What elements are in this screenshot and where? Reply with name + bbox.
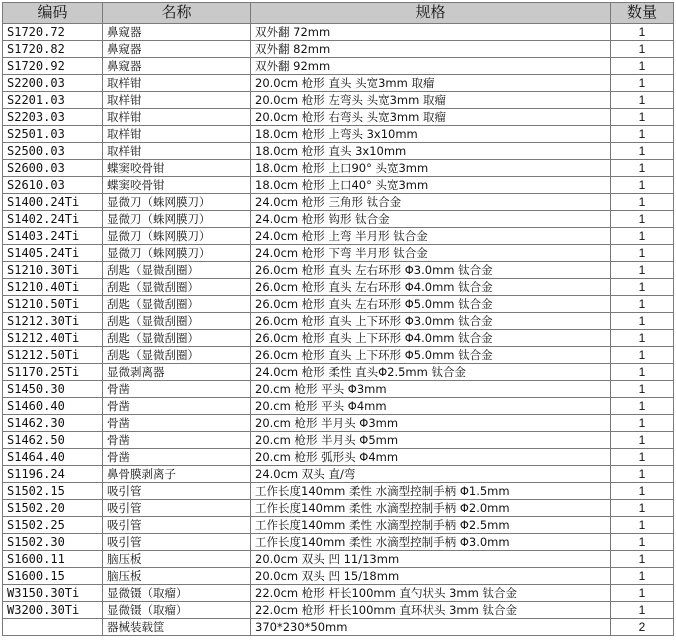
cell-qty: 1 — [611, 228, 674, 245]
cell-code: S1502.15 — [3, 483, 103, 500]
table-row — [3, 483, 674, 500]
cell-qty: 1 — [611, 109, 674, 126]
table-row — [3, 619, 674, 636]
cell-spec: 工作长度140mm 柔性 水滴型控制手柄 Φ1.5mm — [251, 483, 611, 500]
header-spec: 规格 — [251, 3, 611, 24]
cell-qty: 1 — [611, 177, 674, 194]
cell-spec: 20.cm 枪形 半月头 Φ5mm — [251, 432, 611, 449]
cell-code: S1210.50Ti — [3, 296, 103, 313]
cell-code: S1600.15 — [3, 568, 103, 585]
cell-qty: 1 — [611, 126, 674, 143]
cell-code: S1502.25 — [3, 517, 103, 534]
cell-spec: 双外翻 72mm — [251, 24, 611, 41]
cell-spec: 26.0cm 枪形 直头 上下环形 Φ5.0mm 钛合金 — [251, 347, 611, 364]
table-row — [3, 551, 674, 568]
table-row — [3, 228, 674, 245]
cell-code: S1450.30 — [3, 381, 103, 398]
cell-name: 骨凿 — [103, 415, 251, 432]
cell-spec: 20.0cm 双头 凹 11/13mm — [251, 551, 611, 568]
cell-qty: 1 — [611, 483, 674, 500]
cell-code: S2200.03 — [3, 75, 103, 92]
cell-spec: 20.cm 枪形 平头 Φ4mm — [251, 398, 611, 415]
cell-qty: 1 — [611, 143, 674, 160]
cell-qty: 1 — [611, 92, 674, 109]
cell-code: S1720.92 — [3, 58, 103, 75]
cell-spec: 26.0cm 枪形 直头 左右环形 Φ3.0mm 钛合金 — [251, 262, 611, 279]
cell-code — [3, 619, 103, 636]
cell-qty: 1 — [611, 381, 674, 398]
table-row — [3, 432, 674, 449]
cell-spec: 20.cm 枪形 弧形头 Φ4mm — [251, 449, 611, 466]
cell-qty: 1 — [611, 194, 674, 211]
cell-qty: 1 — [611, 58, 674, 75]
cell-spec: 24.0cm 枪形 上弯 半月形 钛合金 — [251, 228, 611, 245]
cell-name: 吸引管 — [103, 483, 251, 500]
cell-code: S1460.40 — [3, 398, 103, 415]
table-row — [3, 24, 674, 41]
cell-code: S1462.50 — [3, 432, 103, 449]
cell-name: 骨凿 — [103, 381, 251, 398]
cell-name: 显微镊（取瘤） — [103, 602, 251, 619]
cell-code: S1400.24Ti — [3, 194, 103, 211]
cell-code: S1403.24Ti — [3, 228, 103, 245]
cell-name: 鼻窥器 — [103, 41, 251, 58]
cell-name: 取样钳 — [103, 109, 251, 126]
header-code: 编码 — [3, 3, 103, 24]
table-body — [3, 24, 674, 636]
cell-name: 蝶窦咬骨钳 — [103, 177, 251, 194]
table-row — [3, 364, 674, 381]
cell-qty: 1 — [611, 449, 674, 466]
table-row — [3, 109, 674, 126]
cell-name: 吸引管 — [103, 534, 251, 551]
table-row — [3, 279, 674, 296]
cell-qty: 1 — [611, 517, 674, 534]
cell-code: S1210.40Ti — [3, 279, 103, 296]
table-row — [3, 568, 674, 585]
cell-name: 骨凿 — [103, 432, 251, 449]
table-row — [3, 41, 674, 58]
table-row — [3, 262, 674, 279]
cell-name: 刮匙（显微刮圈） — [103, 262, 251, 279]
cell-name: 骨凿 — [103, 449, 251, 466]
cell-code: S1462.30 — [3, 415, 103, 432]
cell-code: W3200.30Ti — [3, 602, 103, 619]
cell-name: 取样钳 — [103, 143, 251, 160]
table-row — [3, 398, 674, 415]
cell-name: 骨凿 — [103, 398, 251, 415]
cell-qty: 1 — [611, 415, 674, 432]
cell-name: 显微刀（蛛网膜刀） — [103, 245, 251, 262]
cell-spec: 双外翻 92mm — [251, 58, 611, 75]
cell-code: S1405.24Ti — [3, 245, 103, 262]
cell-qty: 1 — [611, 160, 674, 177]
cell-qty: 1 — [611, 347, 674, 364]
header-qty: 数量 — [611, 3, 674, 24]
table-row — [3, 585, 674, 602]
cell-spec: 24.0cm 枪形 钩形 钛合金 — [251, 211, 611, 228]
cell-code: S1502.30 — [3, 534, 103, 551]
cell-code: W3150.30Ti — [3, 585, 103, 602]
cell-spec: 26.0cm 枪形 直头 上下环形 Φ4.0mm 钛合金 — [251, 330, 611, 347]
cell-qty: 1 — [611, 279, 674, 296]
cell-code: S1210.30Ti — [3, 262, 103, 279]
cell-code: S1720.82 — [3, 41, 103, 58]
cell-spec: 22.0cm 枪形 杆长100mm 直勺状头 3mm 钛合金 — [251, 585, 611, 602]
cell-spec: 24.0cm 枪形 下弯 半月形 钛合金 — [251, 245, 611, 262]
cell-qty: 1 — [611, 41, 674, 58]
cell-name: 鼻骨膜剥离子 — [103, 466, 251, 483]
cell-spec: 370*230*50mm — [251, 619, 611, 636]
cell-code: S1720.72 — [3, 24, 103, 41]
cell-spec: 20.cm 枪形 半月头 Φ3mm — [251, 415, 611, 432]
cell-spec: 20.0cm 双头 凹 15/18mm — [251, 568, 611, 585]
cell-spec: 26.0cm 枪形 直头 上下环形 Φ3.0mm 钛合金 — [251, 313, 611, 330]
cell-name: 鼻窥器 — [103, 58, 251, 75]
cell-name: 显微刀（蛛网膜刀） — [103, 228, 251, 245]
cell-spec: 26.0cm 枪形 直头 左右环形 Φ4.0mm 钛合金 — [251, 279, 611, 296]
table-row — [3, 330, 674, 347]
cell-name: 吸引管 — [103, 500, 251, 517]
cell-name: 取样钳 — [103, 92, 251, 109]
cell-name: 显微刀（蛛网膜刀） — [103, 211, 251, 228]
cell-qty: 1 — [611, 585, 674, 602]
cell-name: 脑压板 — [103, 551, 251, 568]
cell-spec: 22.0cm 枪形 杆长100mm 直环状头 3mm 钛合金 — [251, 602, 611, 619]
table-row — [3, 415, 674, 432]
cell-name: 脑压板 — [103, 568, 251, 585]
table-row — [3, 381, 674, 398]
cell-code: S2500.03 — [3, 143, 103, 160]
header-row — [3, 3, 674, 24]
cell-spec: 工作长度140mm 柔性 水滴型控制手柄 Φ2.5mm — [251, 517, 611, 534]
cell-qty: 1 — [611, 398, 674, 415]
table-row — [3, 211, 674, 228]
table-row — [3, 194, 674, 211]
cell-code: S1212.50Ti — [3, 347, 103, 364]
cell-name: 刮匙（显微刮圈） — [103, 296, 251, 313]
table-row — [3, 58, 674, 75]
cell-qty: 1 — [611, 432, 674, 449]
table-row — [3, 245, 674, 262]
instrument-table — [2, 2, 674, 636]
table-row — [3, 296, 674, 313]
cell-name: 显微镊（取瘤） — [103, 585, 251, 602]
cell-name: 鼻窥器 — [103, 24, 251, 41]
table-row — [3, 347, 674, 364]
cell-name: 显微剥离器 — [103, 364, 251, 381]
cell-spec: 20.0cm 枪形 左弯头 头宽3mm 取瘤 — [251, 92, 611, 109]
cell-qty: 1 — [611, 534, 674, 551]
table-row — [3, 177, 674, 194]
cell-qty: 1 — [611, 602, 674, 619]
cell-qty: 1 — [611, 24, 674, 41]
cell-qty: 1 — [611, 551, 674, 568]
cell-code: S1502.20 — [3, 500, 103, 517]
cell-spec: 18.0cm 枪形 上口90° 头宽3mm — [251, 160, 611, 177]
cell-name: 显微刀（蛛网膜刀） — [103, 194, 251, 211]
table-row — [3, 449, 674, 466]
cell-qty: 1 — [611, 466, 674, 483]
cell-qty: 1 — [611, 500, 674, 517]
table-row — [3, 126, 674, 143]
cell-qty: 1 — [611, 211, 674, 228]
table-row — [3, 92, 674, 109]
cell-qty: 1 — [611, 364, 674, 381]
cell-name: 取样钳 — [103, 126, 251, 143]
cell-qty: 1 — [611, 75, 674, 92]
cell-code: S1170.25Ti — [3, 364, 103, 381]
cell-name: 刮匙（显微刮圈） — [103, 330, 251, 347]
cell-spec: 18.0cm 枪形 直头 3x10mm — [251, 143, 611, 160]
cell-code: S2600.03 — [3, 160, 103, 177]
table-row — [3, 602, 674, 619]
cell-code: S1212.40Ti — [3, 330, 103, 347]
cell-spec: 24.0cm 枪形 三角形 钛合金 — [251, 194, 611, 211]
cell-qty: 1 — [611, 568, 674, 585]
cell-code: S2610.03 — [3, 177, 103, 194]
table-row — [3, 466, 674, 483]
cell-code: S1196.24 — [3, 466, 103, 483]
cell-code: S1600.11 — [3, 551, 103, 568]
cell-spec: 20.cm 枪形 平头 Φ3mm — [251, 381, 611, 398]
cell-name: 取样钳 — [103, 75, 251, 92]
cell-spec: 26.0cm 枪形 直头 左右环形 Φ5.0mm 钛合金 — [251, 296, 611, 313]
cell-code: S1212.30Ti — [3, 313, 103, 330]
cell-qty: 2 — [611, 619, 674, 636]
cell-name: 吸引管 — [103, 517, 251, 534]
cell-qty: 1 — [611, 313, 674, 330]
cell-name: 蝶窦咬骨钳 — [103, 160, 251, 177]
cell-name: 刮匙（显微刮圈） — [103, 347, 251, 364]
cell-qty: 1 — [611, 330, 674, 347]
table-row — [3, 75, 674, 92]
cell-qty: 1 — [611, 296, 674, 313]
table-row — [3, 313, 674, 330]
header-name: 名称 — [103, 3, 251, 24]
cell-qty: 1 — [611, 262, 674, 279]
table-row — [3, 534, 674, 551]
cell-code: S1402.24Ti — [3, 211, 103, 228]
cell-qty: 1 — [611, 245, 674, 262]
cell-spec: 20.0cm 枪形 直头 头宽3mm 取瘤 — [251, 75, 611, 92]
cell-spec: 工作长度140mm 柔性 水滴型控制手柄 Φ3.0mm — [251, 534, 611, 551]
table-row — [3, 500, 674, 517]
table-row — [3, 160, 674, 177]
cell-name: 器械装载筐 — [103, 619, 251, 636]
cell-spec: 工作长度140mm 柔性 水滴型控制手柄 Φ2.0mm — [251, 500, 611, 517]
cell-code: S2203.03 — [3, 109, 103, 126]
cell-name: 刮匙（显微刮圈） — [103, 313, 251, 330]
table-row — [3, 517, 674, 534]
table-row — [3, 143, 674, 160]
cell-code: S2201.03 — [3, 92, 103, 109]
cell-spec: 18.0cm 枪形 上弯头 3x10mm — [251, 126, 611, 143]
cell-spec: 24.0cm 双头 直/弯 — [251, 466, 611, 483]
cell-spec: 18.0cm 枪形 上口40° 头宽3mm — [251, 177, 611, 194]
cell-name: 刮匙（显微刮圈） — [103, 279, 251, 296]
cell-code: S2501.03 — [3, 126, 103, 143]
cell-code: S1464.40 — [3, 449, 103, 466]
cell-spec: 20.0cm 枪形 右弯头 头宽3mm 取瘤 — [251, 109, 611, 126]
cell-spec: 双外翻 82mm — [251, 41, 611, 58]
cell-spec: 24.0cm 枪形 柔性 直头Φ2.5mm 钛合金 — [251, 364, 611, 381]
